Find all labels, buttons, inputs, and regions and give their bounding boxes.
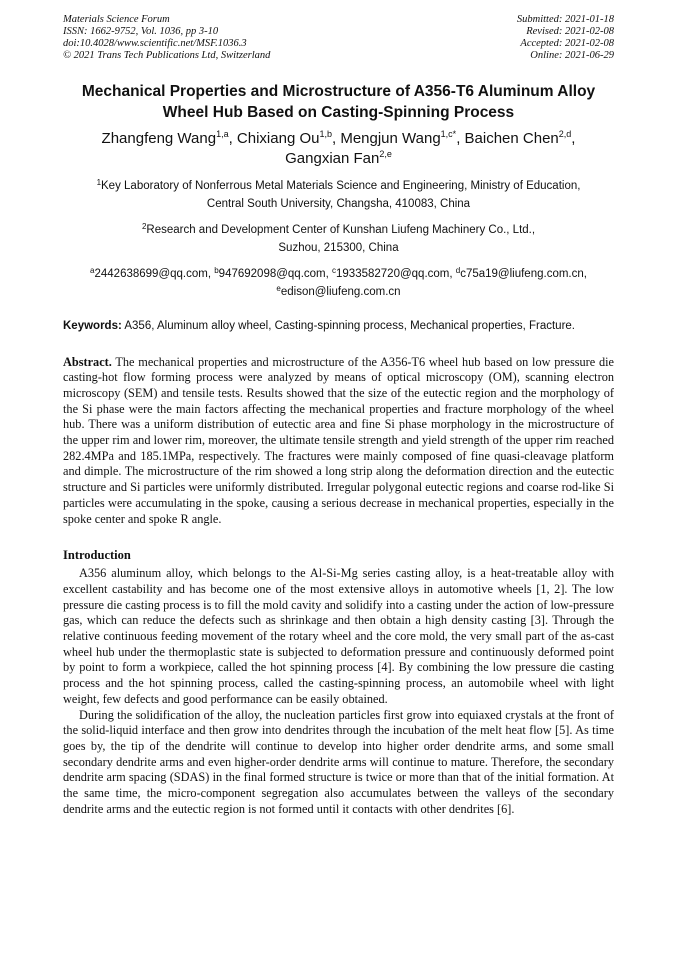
author-list (63, 129, 614, 169)
journal-name: Materials Science Forum (63, 14, 170, 25)
paper-title (63, 81, 614, 123)
affiliation-2-line-2: Suzhou, 215300, China (278, 241, 399, 254)
keywords (63, 318, 614, 335)
keywords-text: A356, Aluminum alloy wheel, Casting-spinning process, Mechanical properties, Fracture. (124, 320, 575, 332)
author: Mengjun Wang$^{1,c*}$, (340, 129, 465, 147)
email-link[interactable]: $^b$947692098@qq.com, (214, 266, 333, 280)
affiliation-1-line-1: $^1$Key Laboratory of Nonferrous Metal Materials Science and Engineering, Ministry of Education, (96, 178, 581, 192)
abstract-text: The mechanical properties and microstructure of the A356-T6 wheel hub based on low pressure die casting-hot flow forming process were analyzed by means of optical microscopy (OM), scanning electron microscopy (SEM) and tensile tests. Results showed that the size of the eutectic region and the morphology of the Si phase were the main factors affecting the mechanical properties and fracture morphology of the wheel hub. There was a uniform distribution of eutectic area and fine Si phase morphology in the microstructure of the upper rim and lower rim, moreover, the ultimate tensile strength and yield strength of the upper rim reached 282.4MPa and 185.1MPa, respectively. The fractures were mainly composed of fine quasi-cleavage platform and dimple. The microstructure of the rim showed a long strip along the deformation direction and the eutectic structure and Si particles were uniformly distributed. Irregular polygonal eutectic regions and coarse rod-like Si particles were accumulating in the spoke, causing a serious decrease in mechanical properties, especially in the spoke center and spoke R angle. (63, 354, 614, 526)
email-link[interactable]: $^c$1933582720@qq.com, (332, 266, 456, 280)
doi-line: doi:10.4028/www.scientific.net/MSF.1036.3 (63, 38, 247, 49)
journal-info (63, 14, 270, 62)
affiliation-2-line-1: $^2$Research and Development Center of Kunshan Liufeng Machinery Co., Ltd., (141, 222, 536, 236)
author: Zhangfeng Wang$^{1,a}$, (101, 129, 237, 147)
intro-paragraph-2: During the solidification of the alloy, the nucleation particles first grow into equiaxed crystals at the front of the solid-liquid interface and then grow into dendrites through the incubation of the melt heat flow [5]. As time goes by, the tip of the dendrite will continue to develop into higher order dendrite arms, and some small secondary dendrite arms and even higher-order dendrite arms will continue to mature. Therefore, the secondary dendrite arm spacing (SDAS) in the final formed structure is twice or more than that of the initial formation. At the same time, the micro-component segregation also accumulates between the valleys of the secondary dendrite arms and the eutectic region is not formed until it contacts with other dendrites [6]. (63, 707, 614, 816)
title-line-2: Wheel Hub Based on Casting-Spinning Process (162, 104, 515, 121)
author-emails (63, 266, 614, 301)
author: Gangxian Fan$^{2,e}$ (285, 149, 392, 167)
emails-line-2 (63, 284, 614, 302)
emails-line-1 (63, 266, 614, 284)
abstract (63, 355, 614, 528)
intro-paragraph-1: A356 aluminum alloy, which belongs to the Al-Si-Mg series casting alloy, is a heat-treatable alloy with excellent castability and has become one of the most extensive alloys in automotive wheels [1, 2]. The low pressure die casting process is to fill the mold cavity and solidify into a casting under the action of low-pressure gas, which can reduce the defects such as shrinkage and then obtain a high density casting [3]. Through the relative continuous feeding movement of the rotary wheel and the core mold, the very small part of the as-cast wheel hub under the thermoplastic state is subjected to deformation pressure and continuously deformed point by point to form a workpiece, called the hot spinning process [4]. By combining the low pressure die casting process and the hot spinning process, called the casting-spinning process, an automobile wheel with light weight, few defects and good performance can be easily obtained. (63, 566, 614, 706)
keywords-label: Keywords: (63, 320, 122, 332)
title-line-1: Mechanical Properties and Microstructure of A356-T6 Aluminum Alloy (81, 83, 596, 100)
online-date: Online: 2021-06-29 (530, 50, 614, 61)
issn-line: ISSN: 1662-9752, Vol. 1036, pp 3-10 (63, 26, 219, 37)
affiliation-1 (63, 178, 614, 213)
author: Chixiang Ou$^{1,b}$, (236, 129, 341, 147)
email-link[interactable]: $^d$c75a19@liufeng.com.cn, (455, 266, 587, 280)
abstract-label: Abstract. (63, 354, 112, 369)
author: Baichen Chen$^{2,d}$, (464, 129, 576, 147)
revised-date: Revised: 2021-02-08 (526, 26, 614, 37)
paper-page (63, 14, 614, 817)
journal-header (63, 14, 614, 62)
affiliation-2 (63, 222, 614, 257)
accepted-date: Accepted: 2021-02-08 (520, 38, 614, 49)
affiliation-1-line-2: Central South University, Changsha, 410083, China (206, 197, 471, 210)
submitted-date: Submitted: 2021-01-18 (516, 14, 614, 25)
copyright-line: © 2021 Trans Tech Publications Ltd, Switzerland (63, 50, 271, 61)
email-link[interactable]: $^a$2442638699@qq.com, (90, 266, 215, 280)
submission-dates (517, 14, 614, 62)
section-heading-introduction: Introduction (63, 548, 131, 563)
email-link[interactable]: $^e$edison@liufeng.com.cn (276, 283, 401, 298)
